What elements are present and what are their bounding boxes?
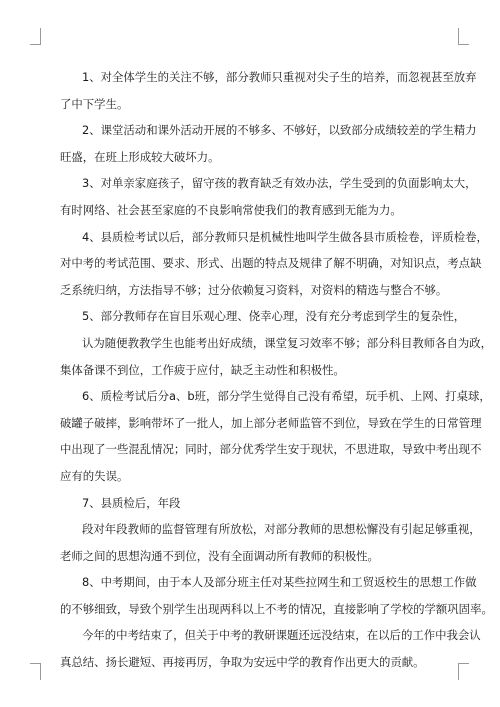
text-line: 旺盛，在班上形成较大破坏力。 bbox=[60, 149, 220, 164]
text-line: 中出现了一些混乱情况；同时，部分优秀学生安于现状，不思进取，导致中考出现不 bbox=[60, 442, 482, 457]
text-line: 了中下学生。 bbox=[60, 96, 129, 111]
text-line: 4、县质检考试以后，部分教师只是机械性地叫学生做各县市质检卷，评质检卷， bbox=[82, 229, 488, 244]
text-line: 集体备课不到位，工作疲于应付，缺乏主动性和积极性。 bbox=[60, 362, 345, 377]
text-line: 破罐子破摔，影响带坏了一批人，加上部分老师监管不到位，导致在学生的日常管理 bbox=[60, 415, 482, 430]
text-line: 乏系统归纳，方法指导不够；过分依赖复习资料，对资料的精选与整合不够。 bbox=[60, 282, 448, 297]
text-line: 2、课堂活动和课外活动开展的不够多、不够好，以致部分成绩较差的学生精力 bbox=[82, 123, 477, 138]
text-line: 的不够细致，导致个别学生出现两科以上不考的情况，直接影响了学校的学额巩固率。 bbox=[60, 601, 493, 616]
text-line: 认为随便教教学生也能考出好成绩，课堂复习效率不够；部分科目教师各自为政， bbox=[82, 335, 493, 350]
crop-mark-top-right bbox=[458, 28, 469, 45]
text-line: 老师之间的思想沟通不到位，没有全面调动所有教师的积极性。 bbox=[60, 548, 379, 563]
text-line: 应有的失误。 bbox=[60, 468, 129, 483]
text-line: 7、县质检后，年段 bbox=[82, 495, 181, 510]
text-line: 6、质检考试后分a、b班，部分学生觉得自己没有希望，玩手机、上网、打桌球， bbox=[82, 389, 491, 404]
text-line: 对中考的考试范围、要求、形式、出题的特点及规律了解不明确，对知识点，考点缺 bbox=[60, 256, 482, 271]
text-line: 有时网络、社会甚至家庭的不良影响常使我们的教育感到无能为力。 bbox=[60, 202, 402, 217]
crop-mark-bottom-right bbox=[458, 663, 469, 680]
text-line: 真总结、扬长避短、再接再厉，争取为安远中学的教育作出更大的贡献。 bbox=[60, 655, 425, 670]
text-line: 8、中考期间，由于本人及部分班主任对某些拉网生和工贸返校生的思想工作做 bbox=[82, 575, 477, 590]
text-line: 5、部分教师存在盲目乐观心理、侥幸心理，没有充分考虑到学生的复杂性， bbox=[82, 309, 466, 324]
text-line: 段对年段教师的监督管理有所放松，对部分教师的思想松懈没有引起足够重视， bbox=[82, 522, 481, 537]
text-line: 3、对单亲家庭孩子，留守孩的教育缺乏有效办法，学生受到的负面影响太大， bbox=[82, 176, 477, 191]
text-line: 今年的中考结束了，但关于中考的教研课题还远没结束，在以后的工作中我会认 bbox=[82, 628, 481, 643]
crop-mark-bottom-left bbox=[30, 663, 41, 680]
crop-mark-top-left bbox=[30, 28, 41, 45]
text-line: 1、对全体学生的关注不够，部分教师只重视对尖子生的培养，而忽视甚至放弃 bbox=[82, 70, 477, 84]
document-body bbox=[60, 64, 493, 676]
